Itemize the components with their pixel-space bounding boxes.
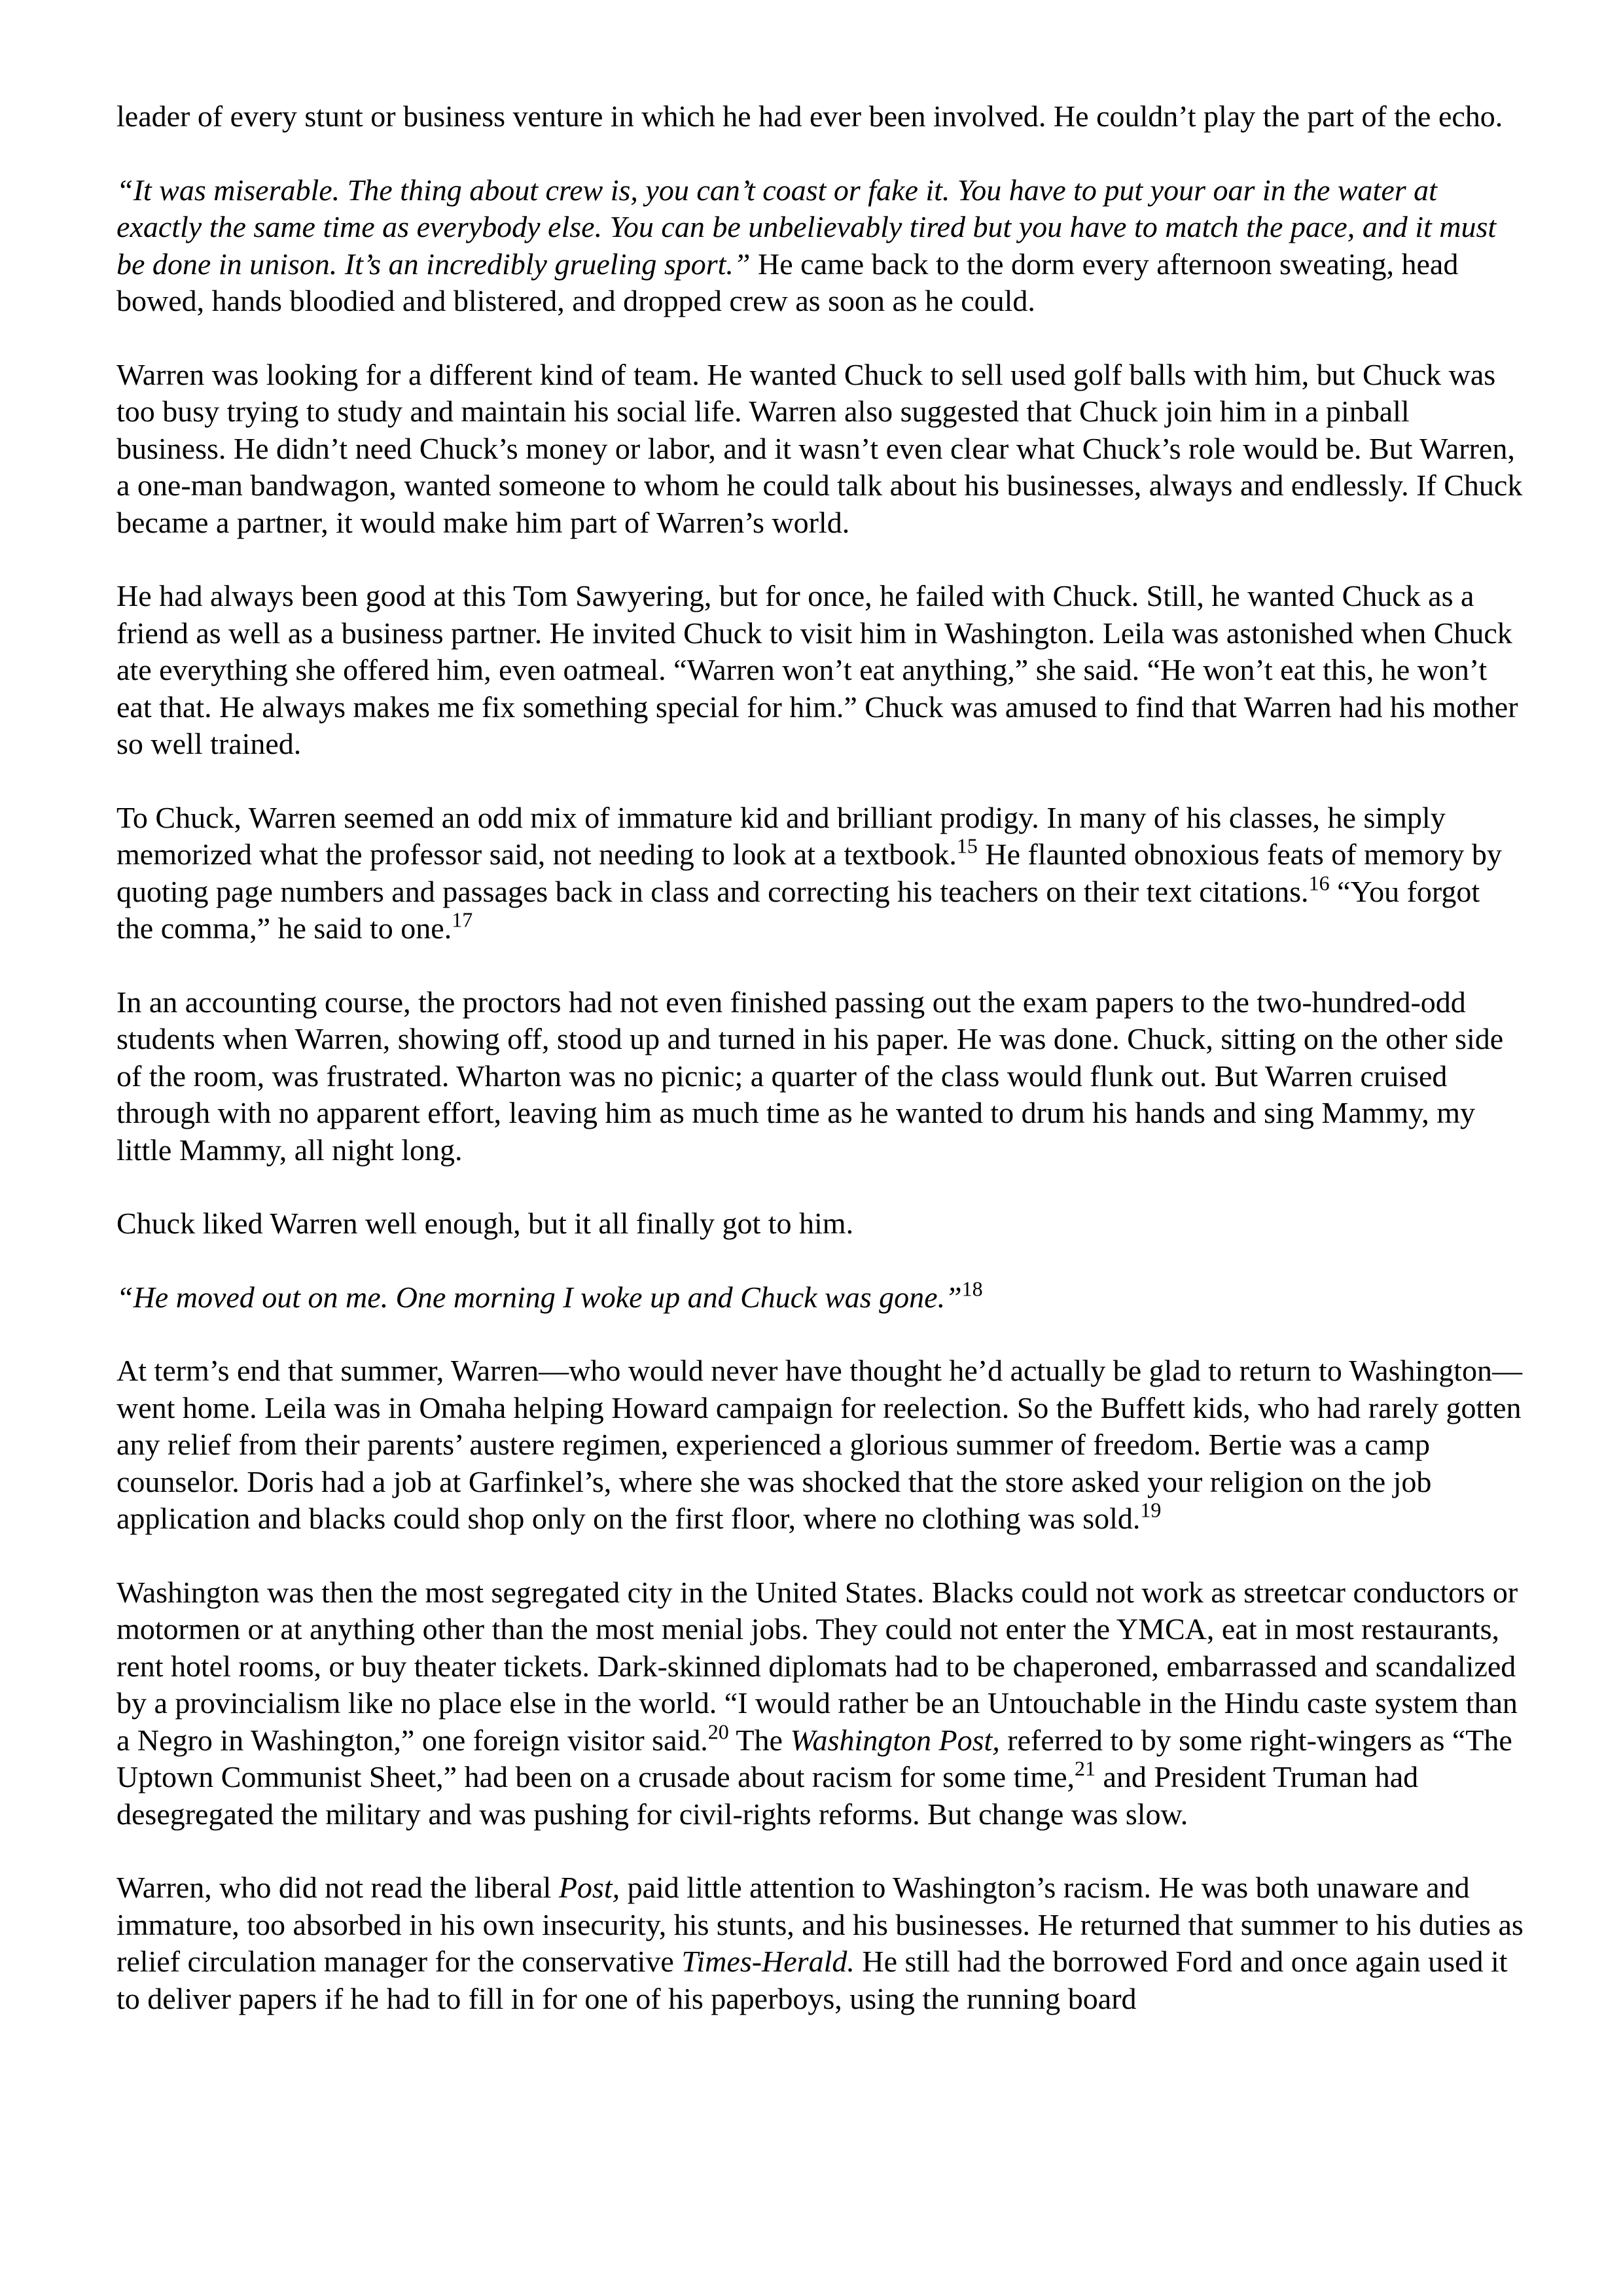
paragraph-6 [116,984,1524,1169]
paragraph-4 [116,578,1524,763]
paragraph-9 [116,1352,1524,1538]
quote-italic: “It was miserable. The thing about crew is, you can’t coast or fake it. You have to put your oar in the water at exactly the same time as everybody else. You can be unbelievably tired but you have to match the pace, and it must be done in unison. It’s an incredibly grueling sport.” [116,173,1497,281]
text-run: In an accounting course, the proctors had not even finished passing out the exam papers to the two-hundred-odd students when Warren, showing off, stood up and turned in his paper. He was done. Chuck, sitting on the other side of the room, was frustrated. Wharton was no picnic; a quarter of the class would flunk out. But Warren cruised through with no apparent effort, leaving him as much time as he wanted to drum his hands and sing Mammy, my little Mammy, all night long. [116,985,1504,1167]
publication-title-italic: Post, [558,1871,620,1904]
text-run: He came back to the dorm every afternoon sweating, head bowed, hands bloodied and blistered, and dropped crew as soon as he could. [116,247,1459,317]
paragraph-8 [116,1276,1524,1316]
text-run: He still had the borrowed Ford and once again used it to deliver papers if he had to fill in for one of his paperboys, using the running board [116,1945,1508,2015]
paragraph-1 [116,98,1524,135]
text-run: To Chuck, Warren seemed an odd mix of immature kid and brilliant prodigy. In many of his classes, he simply memorized what the professor said, not needing to look at a textbook. [116,800,1446,871]
text-run: Washington was then the most segregated city in the United States. Blacks could not work as streetcar conductors or motormen or at anything other than the most menial jobs. They could not enter the YMCA, eat in most restaurants, rent hotel rooms, or buy theater tickets. Dark-skinned diplomats had to be chaperoned, embarrassed and scandalized by a provincialism like no place else in the world. “I would rather be an Untouchable in the Hindu caste system than a Negro in Washington,” one foreign visitor said. [116,1575,1518,1757]
quote-italic: “He moved out on me. One morning I woke up and Chuck was gone.” [116,1280,962,1314]
footnote-ref-19: 19 [1140,1498,1162,1522]
text-run: He flaunted obnoxious feats of memory by quoting page numbers and passages back in class and correcting his teachers on their text citations. [116,838,1502,908]
paragraph-3 [116,357,1524,542]
text-run: Warren, who did not read the liberal [116,1871,559,1904]
paragraph-5 [116,800,1524,947]
text-run: and President Truman had desegregated the military and was pushing for civil-rights reforms. But change was slow. [116,1760,1419,1831]
text-run: “You forgot the comma,” he said to one. [116,874,1480,945]
footnote-ref-15: 15 [956,834,978,858]
footnote-ref-20: 20 [707,1719,729,1743]
text-run: leader of every stunt or business venture in which he had ever been involved. He couldn’t play the part of the echo. [116,99,1503,133]
text-run: Warren was looking for a different kind of team. He wanted Chuck to sell used golf balls with him, but Chuck was too busy trying to study and maintain his social life. Warren also suggested that Chuck join him in a pinball business. He didn’t need Chuck’s money or labor, and it wasn’t even clear what Chuck’s role would be. But Warren, a one-man bandwagon, wanted someone to whom he could talk about his businesses, always and endlessly. If Chuck became a partner, it would make him part of Warren’s world. [116,357,1523,539]
text-run: Chuck liked Warren well enough, but it all finally got to him. [116,1207,854,1240]
publication-title-italic: Washington Post, [790,1723,1000,1757]
paragraph-10 [116,1574,1524,1833]
publication-title-italic: Times-Herald. [681,1945,855,1978]
paragraph-11 [116,1869,1524,2017]
text-run: referred to by some right-wingers as “The Uptown Communist Sheet,” had been on a crusade about racism for some time, [116,1723,1512,1793]
paragraph-2 [116,172,1524,320]
document-page [116,98,1524,2017]
footnote-ref-17: 17 [452,908,473,932]
text-run: paid little attention to Washington’s racism. He was both unaware and immature, too absorbed in his own insecurity, his stunts, and his businesses. He returned that summer to his duties as relief circulation manager for the conservative [116,1871,1524,1978]
text-run: At term’s end that summer, Warren—who would never have thought he’d actually be glad to return to Washington—went home. Leila was in Omaha helping Howard campaign for reelection. So the Buffett kids, who had rarely gotten any relief from their parents’ austere regimen, experienced a glorious summer of freedom. Bertie was a camp counselor. Doris had a job at Garfinkel’s, where she was shocked that the store asked your religion on the job application and blacks could shop only on the first floor, where no clothing was sold. [116,1354,1522,1535]
footnote-ref-21: 21 [1074,1756,1096,1780]
footnote-ref-18: 18 [961,1276,983,1300]
text-run: The [728,1723,791,1757]
paragraph-7 [116,1205,1524,1243]
footnote-ref-16: 16 [1308,870,1330,894]
text-run: He had always been good at this Tom Sawyering, but for once, he failed with Chuck. Still, he wanted Chuck as a friend as well as a business partner. He invited Chuck to visit him in Washington. Leila was astonished when Chuck ate everything she offered him, even oatmeal. “Warren won’t eat anything,” she said. “He won’t eat this, he won’t eat that. He always makes me fix something special for him.” Chuck was amused to find that Warren had his mother so well trained. [116,579,1518,760]
